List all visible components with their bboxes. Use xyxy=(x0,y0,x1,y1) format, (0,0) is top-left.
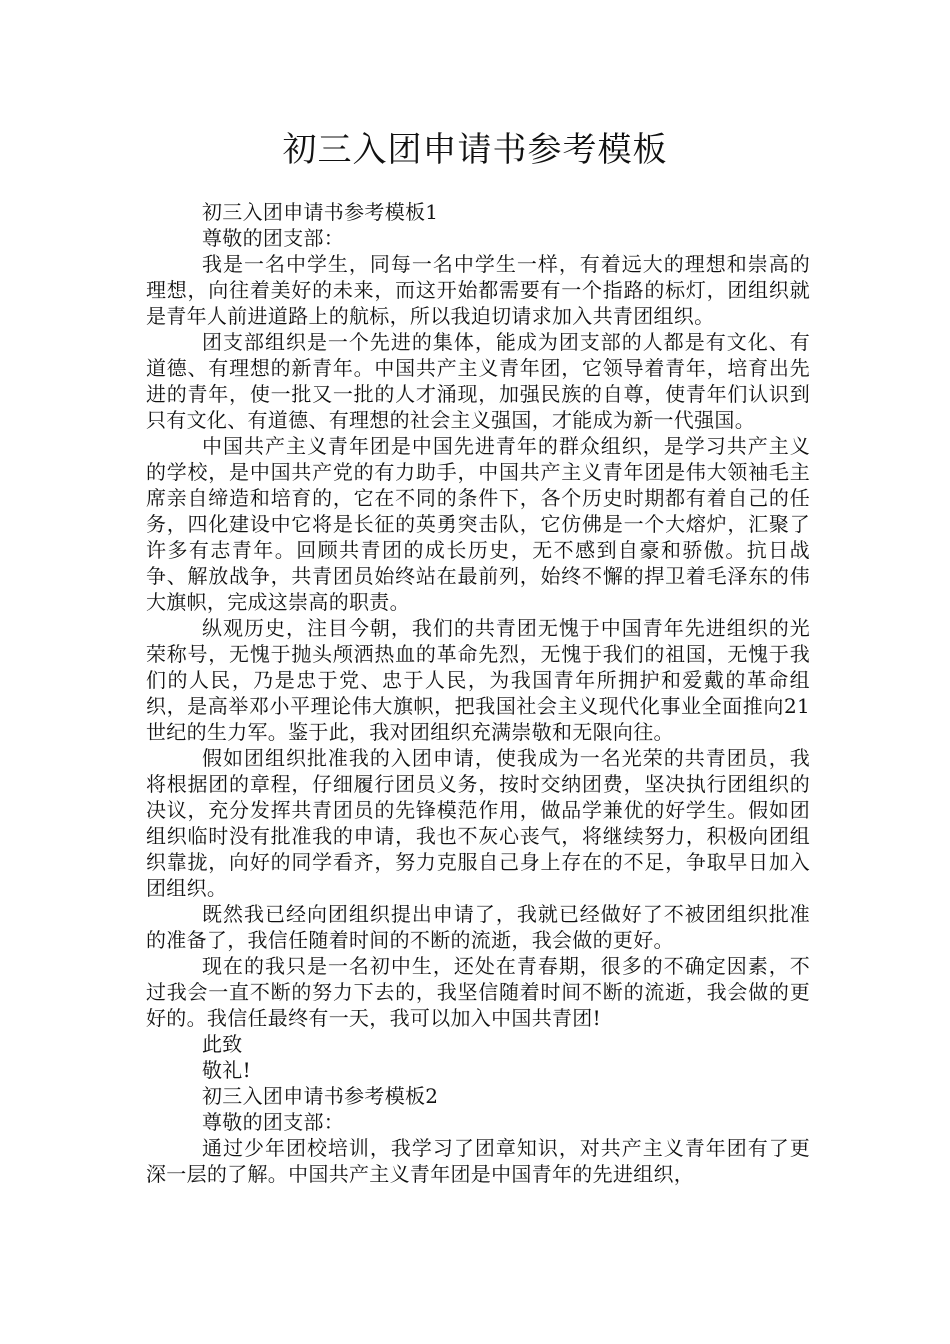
template-1-paragraph-4: 纵观历史，注目今朝，我们的共青团无愧于中国青年先进组织的光荣称号，无愧于抛头颅洒热血的革命先烈，无愧于我们的祖国，无愧于我们的人民，乃是忠于党、忠于人民，为我国青年所拥护和爱戴的革命组织，是高举邓小平理论伟大旗帜，把我国社会主义现代化事业全面推向21世纪的生力军。鉴于此，我对团组织充满崇敬和无限向往。 xyxy=(146,616,810,744)
document-title: 初三入团申请书参考模板 xyxy=(282,130,668,170)
template-1-paragraph-1: 我是一名中学生，同每一名中学生一样，有着远大的理想和崇高的理想，向往着美好的未来，而这开始都需要有一个指路的标灯，团组织就是青年人前进道路上的航标，所以我迫切请求加入共青团组织。 xyxy=(146,252,810,328)
template-1-section xyxy=(146,199,810,1083)
document-body xyxy=(146,199,810,1187)
template-1-heading: 初三入团申请书参考模板1 xyxy=(202,200,439,224)
template-1-closing-1: 此致 xyxy=(202,1032,243,1056)
template-2-heading: 初三入团申请书参考模板2 xyxy=(202,1084,439,1108)
template-1-paragraph-7: 现在的我只是一名初中生，还处在青春期，很多的不确定因素，不过我会一直不断的努力下去的，我坚信随着时间不断的流逝，我会做的更好的。我信任最终有一天，我可以加入中国共青团! xyxy=(146,954,810,1030)
template-1-paragraph-6: 既然我已经向团组织提出申请了，我就已经做好了不被团组织批准的准备了，我信任随着时间的不断的流逝，我会做的更好。 xyxy=(146,902,810,952)
template-1-paragraph-2: 团支部组织是一个先进的集体，能成为团支部的人都是有文化、有道德、有理想的新青年。中国共产主义青年团，它领导着青年，培育出先进的青年，使一批又一批的人才涌现，加强民族的自尊，使青年们认识到只有文化、有道德、有理想的社会主义强国，才能成为新一代强国。 xyxy=(146,330,810,432)
template-1-paragraph-5: 假如团组织批准我的入团申请，使我成为一名光荣的共青团员，我将根据团的章程，仔细履行团员义务，按时交纳团费，坚决执行团组织的决议，充分发挥共青团员的先锋模范作用，做品学兼优的好学生。假如团组织临时没有批准我的申请，我也不灰心丧气，将继续努力，积极向团组织靠拢，向好的同学看齐，努力克服自己身上存在的不足，争取早日加入团组织。 xyxy=(146,746,810,900)
template-2-paragraph-1: 通过少年团校培训，我学习了团章知识，对共产主义青年团有了更深一层的了解。中国共产主义青年团是中国青年的先进组织， xyxy=(146,1136,810,1186)
template-1-closing-2: 敬礼! xyxy=(202,1058,251,1082)
template-1-salutation: 尊敬的团支部： xyxy=(202,226,345,250)
template-2-section xyxy=(146,1083,810,1187)
template-1-paragraph-3: 中国共产主义青年团是中国先进青年的群众组织，是学习共产主义的学校，是中国共产党的有力助手，中国共产主义青年团是伟大领袖毛主席亲自缔造和培育的，它在不同的条件下，各个历史时期都有着自己的任务，四化建设中它将是长征的英勇突击队，它仿佛是一个大熔炉，汇聚了许多有志青年。回顾共青团的成长历史，无不感到自豪和骄傲。抗日战争、解放战争，共青团员始终站在最前列，始终不懈的捍卫着毛泽东的伟大旗帜，完成这崇高的职责。 xyxy=(146,434,810,614)
template-2-salutation: 尊敬的团支部： xyxy=(202,1110,345,1134)
